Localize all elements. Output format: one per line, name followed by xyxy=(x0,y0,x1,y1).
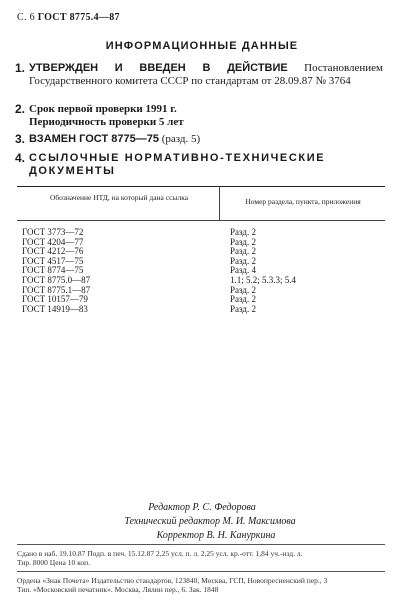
replaces-text: (разд. 5) xyxy=(158,133,201,145)
table-row xyxy=(17,246,385,256)
table-cell-section: Разд. 4 xyxy=(230,265,256,276)
reference-table xyxy=(17,227,385,313)
item-number: 4. xyxy=(15,151,26,165)
page-number: С. 6 xyxy=(17,12,35,23)
credit-editor: Редактор Р. С. Федорова xyxy=(148,502,256,513)
approval-lead: УТВЕРЖДЕН И ВВЕДЕН В ДЕЙСТВИЕ xyxy=(29,62,288,74)
table-cell-document: ГОСТ 4517—75 xyxy=(22,255,84,266)
review-first: Срок первой проверки 1991 г. xyxy=(29,103,177,115)
print-info-line: Сдано в наб. 19.10.87 Подп. в печ. 15.12.87 2,25 усл. п. л. 2,25 усл. кр.-отт. 1,84 уч.-изд. л. xyxy=(17,549,303,558)
info-item-review xyxy=(15,103,383,129)
table-row xyxy=(17,275,385,285)
approval-text: Постановлением Государственного комитета СССР по стандартам от 28.09.87 № 3764 xyxy=(29,62,383,87)
credit-proofreader: Корректор В. Н. Кануркина xyxy=(156,530,276,541)
replaces-lead: ВЗАМЕН ГОСТ 8775—75 xyxy=(29,133,159,145)
publisher-line: Ордена «Знак Почета» Издательство стандартов, 123840, Москва, ГСП, Новопресненский пер., 3 xyxy=(17,576,328,585)
table-cell-section: 1.1; 5.2; 5.3.3; 5.4 xyxy=(230,274,297,285)
page-header xyxy=(17,12,120,23)
table-row xyxy=(17,237,385,247)
table-cell-document: ГОСТ 3773—72 xyxy=(22,227,84,237)
table-header-rule xyxy=(17,220,385,221)
table-cell-document: ГОСТ 8775.0—87 xyxy=(22,274,91,285)
item-number: 2. xyxy=(15,102,26,116)
review-period: Периодичность проверки 5 лет xyxy=(29,116,184,128)
print-info xyxy=(17,549,389,567)
imprint-top-rule xyxy=(17,544,385,545)
table-cell-document: ГОСТ 4204—77 xyxy=(22,236,84,247)
table-row xyxy=(17,227,385,237)
table-cell-section: Разд. 2 xyxy=(230,227,256,237)
item-number: 3. xyxy=(15,132,26,146)
info-item-approval xyxy=(15,62,383,88)
table-cell-section: Разд. 2 xyxy=(230,255,256,266)
table-row xyxy=(17,256,385,266)
table-header-document: Обозначение НТД, на который дана ссылка xyxy=(49,193,189,202)
imprint-bottom-rule xyxy=(17,571,385,572)
table-cell-document: ГОСТ 8774—75 xyxy=(22,265,84,276)
info-item-replaces xyxy=(15,133,383,146)
credit-technical-editor: Технический редактор М. И. Максимова xyxy=(124,516,296,527)
printer-line: Тип. «Московский печатник». Москва, Лялин пер., 6. Зак. 1848 xyxy=(17,585,219,594)
table-cell-section: Разд. 2 xyxy=(230,246,256,257)
table-column-divider xyxy=(219,186,220,220)
table-cell-document: ГОСТ 8775.1—87 xyxy=(22,284,91,295)
publisher-info xyxy=(17,576,389,594)
editorial-credits xyxy=(0,501,404,543)
table-row xyxy=(17,294,385,304)
table-cell-document: ГОСТ 4212—76 xyxy=(22,246,84,257)
print-info-line: Тир. 8000 Цена 10 коп. xyxy=(17,558,91,567)
table-cell-section: Разд. 2 xyxy=(230,236,256,247)
table-cell-section: Разд. 2 xyxy=(230,303,256,314)
table-top-rule xyxy=(17,186,385,187)
table-row xyxy=(17,285,385,295)
table-header-section: Номер раздела, пункта, приложения xyxy=(245,197,361,206)
standard-code: ГОСТ 8775.4—87 xyxy=(37,12,120,23)
table-row xyxy=(17,265,385,275)
info-item-references xyxy=(15,152,383,178)
table-cell-section: Разд. 2 xyxy=(230,284,256,295)
item-number: 1. xyxy=(15,61,26,75)
table-cell-section: Разд. 2 xyxy=(230,294,256,305)
section-title: ИНФОРМАЦИОННЫЕ ДАННЫЕ xyxy=(105,40,299,52)
references-lead: ССЫЛОЧНЫЕ НОРМАТИВНО-ТЕХНИЧЕСКИЕ ДОКУМЕНТЫ xyxy=(29,152,326,177)
table-cell-document: ГОСТ 10157—79 xyxy=(22,294,88,305)
table-cell-document: ГОСТ 14919—83 xyxy=(22,303,88,314)
table-row xyxy=(17,304,385,314)
